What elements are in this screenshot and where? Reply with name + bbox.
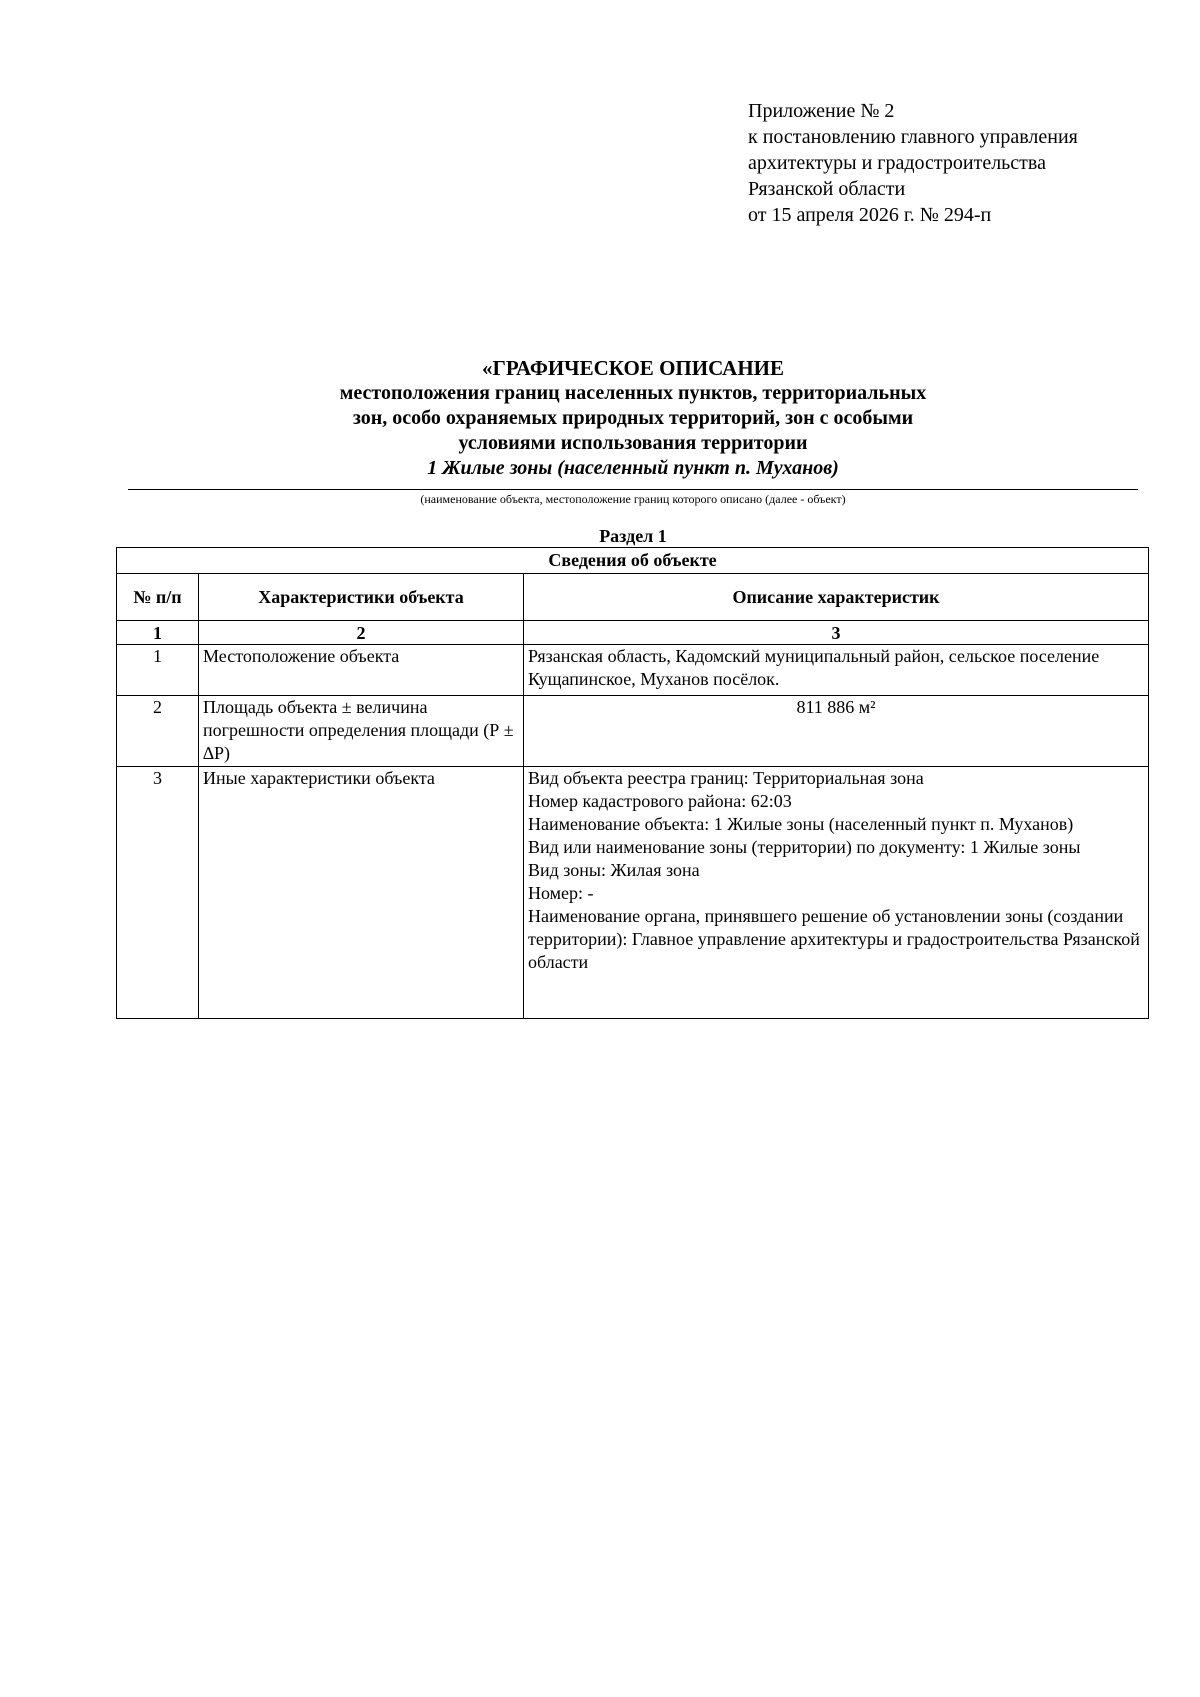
title-underline bbox=[128, 489, 1138, 490]
row-description bbox=[524, 767, 1149, 1019]
object-name: 1 Жилые зоны (населенный пункт п. Муханов) bbox=[427, 457, 839, 479]
description-line: Вид зоны: Жилая зона bbox=[528, 860, 700, 880]
row-description: Рязанская область, Кадомский муниципальный район, сельское поселение Кущапинское, Муханов посёлок. bbox=[524, 645, 1149, 696]
title-line: «ГРАФИЧЕСКОЕ ОПИСАНИЕ bbox=[481, 356, 785, 380]
title-line: условиями использования территории bbox=[458, 432, 808, 454]
header-description: Описание характеристик bbox=[524, 574, 1149, 621]
appendix-line: к постановлению главного управления bbox=[748, 126, 1078, 148]
description-line: Вид или наименование зоны (территории) по документу: 1 Жилые зоны bbox=[528, 837, 1081, 857]
table-caption: Сведения об объекте bbox=[117, 548, 1149, 574]
object-info-table bbox=[116, 547, 1149, 1019]
document-title bbox=[128, 356, 1138, 481]
description-line: Наименование органа, принявшего решение об установлении зоны (создании территории): Главное управление архитектуры и градостроительства Рязанской области bbox=[528, 906, 1140, 972]
row-number: 1 bbox=[117, 645, 199, 696]
description-line: Номер кадастрового района: 62:03 bbox=[528, 791, 792, 811]
section-title: Раздел 1 bbox=[599, 526, 667, 546]
row-characteristic: Площадь объекта ± величина погрешности определения площади (Р ± ∆Р) bbox=[199, 696, 524, 767]
appendix-line: архитектуры и градостроительства bbox=[748, 152, 1046, 174]
area-value: 811 886 м² bbox=[524, 696, 1149, 767]
column-number: 3 bbox=[524, 621, 1149, 645]
header-characteristic: Характеристики объекта bbox=[199, 574, 524, 621]
row-characteristic: Местоположение объекта bbox=[199, 645, 524, 696]
appendix-line: от 15 апреля 2026 г. № 294-п bbox=[748, 204, 992, 226]
table-row bbox=[117, 696, 1149, 767]
column-number: 2 bbox=[199, 621, 524, 645]
title-line: зон, особо охраняемых природных территорий, зон с особыми bbox=[352, 407, 914, 429]
title-line: местоположения границ населенных пунктов, территориальных bbox=[339, 382, 927, 404]
appendix-block bbox=[748, 98, 1078, 228]
column-number: 1 bbox=[117, 621, 199, 645]
description-line: Вид объекта реестра границ: Территориальная зона bbox=[528, 768, 924, 788]
table-row bbox=[117, 645, 1149, 696]
row-characteristic: Иные характеристики объекта bbox=[199, 767, 524, 1019]
description-line: Номер: - bbox=[528, 883, 594, 903]
header-num: № п/п bbox=[117, 574, 199, 621]
description-line: Наименование объекта: 1 Жилые зоны (населенный пункт п. Муханов) bbox=[528, 814, 1074, 834]
row-number: 2 bbox=[117, 696, 199, 767]
table-row bbox=[117, 767, 1149, 1019]
object-name-hint: (наименование объекта, местоположение границ которого описано (далее - объект) bbox=[420, 492, 846, 506]
row-number: 3 bbox=[117, 767, 199, 1019]
appendix-line: Приложение № 2 bbox=[748, 100, 895, 122]
appendix-line: Рязанской области bbox=[748, 178, 906, 200]
